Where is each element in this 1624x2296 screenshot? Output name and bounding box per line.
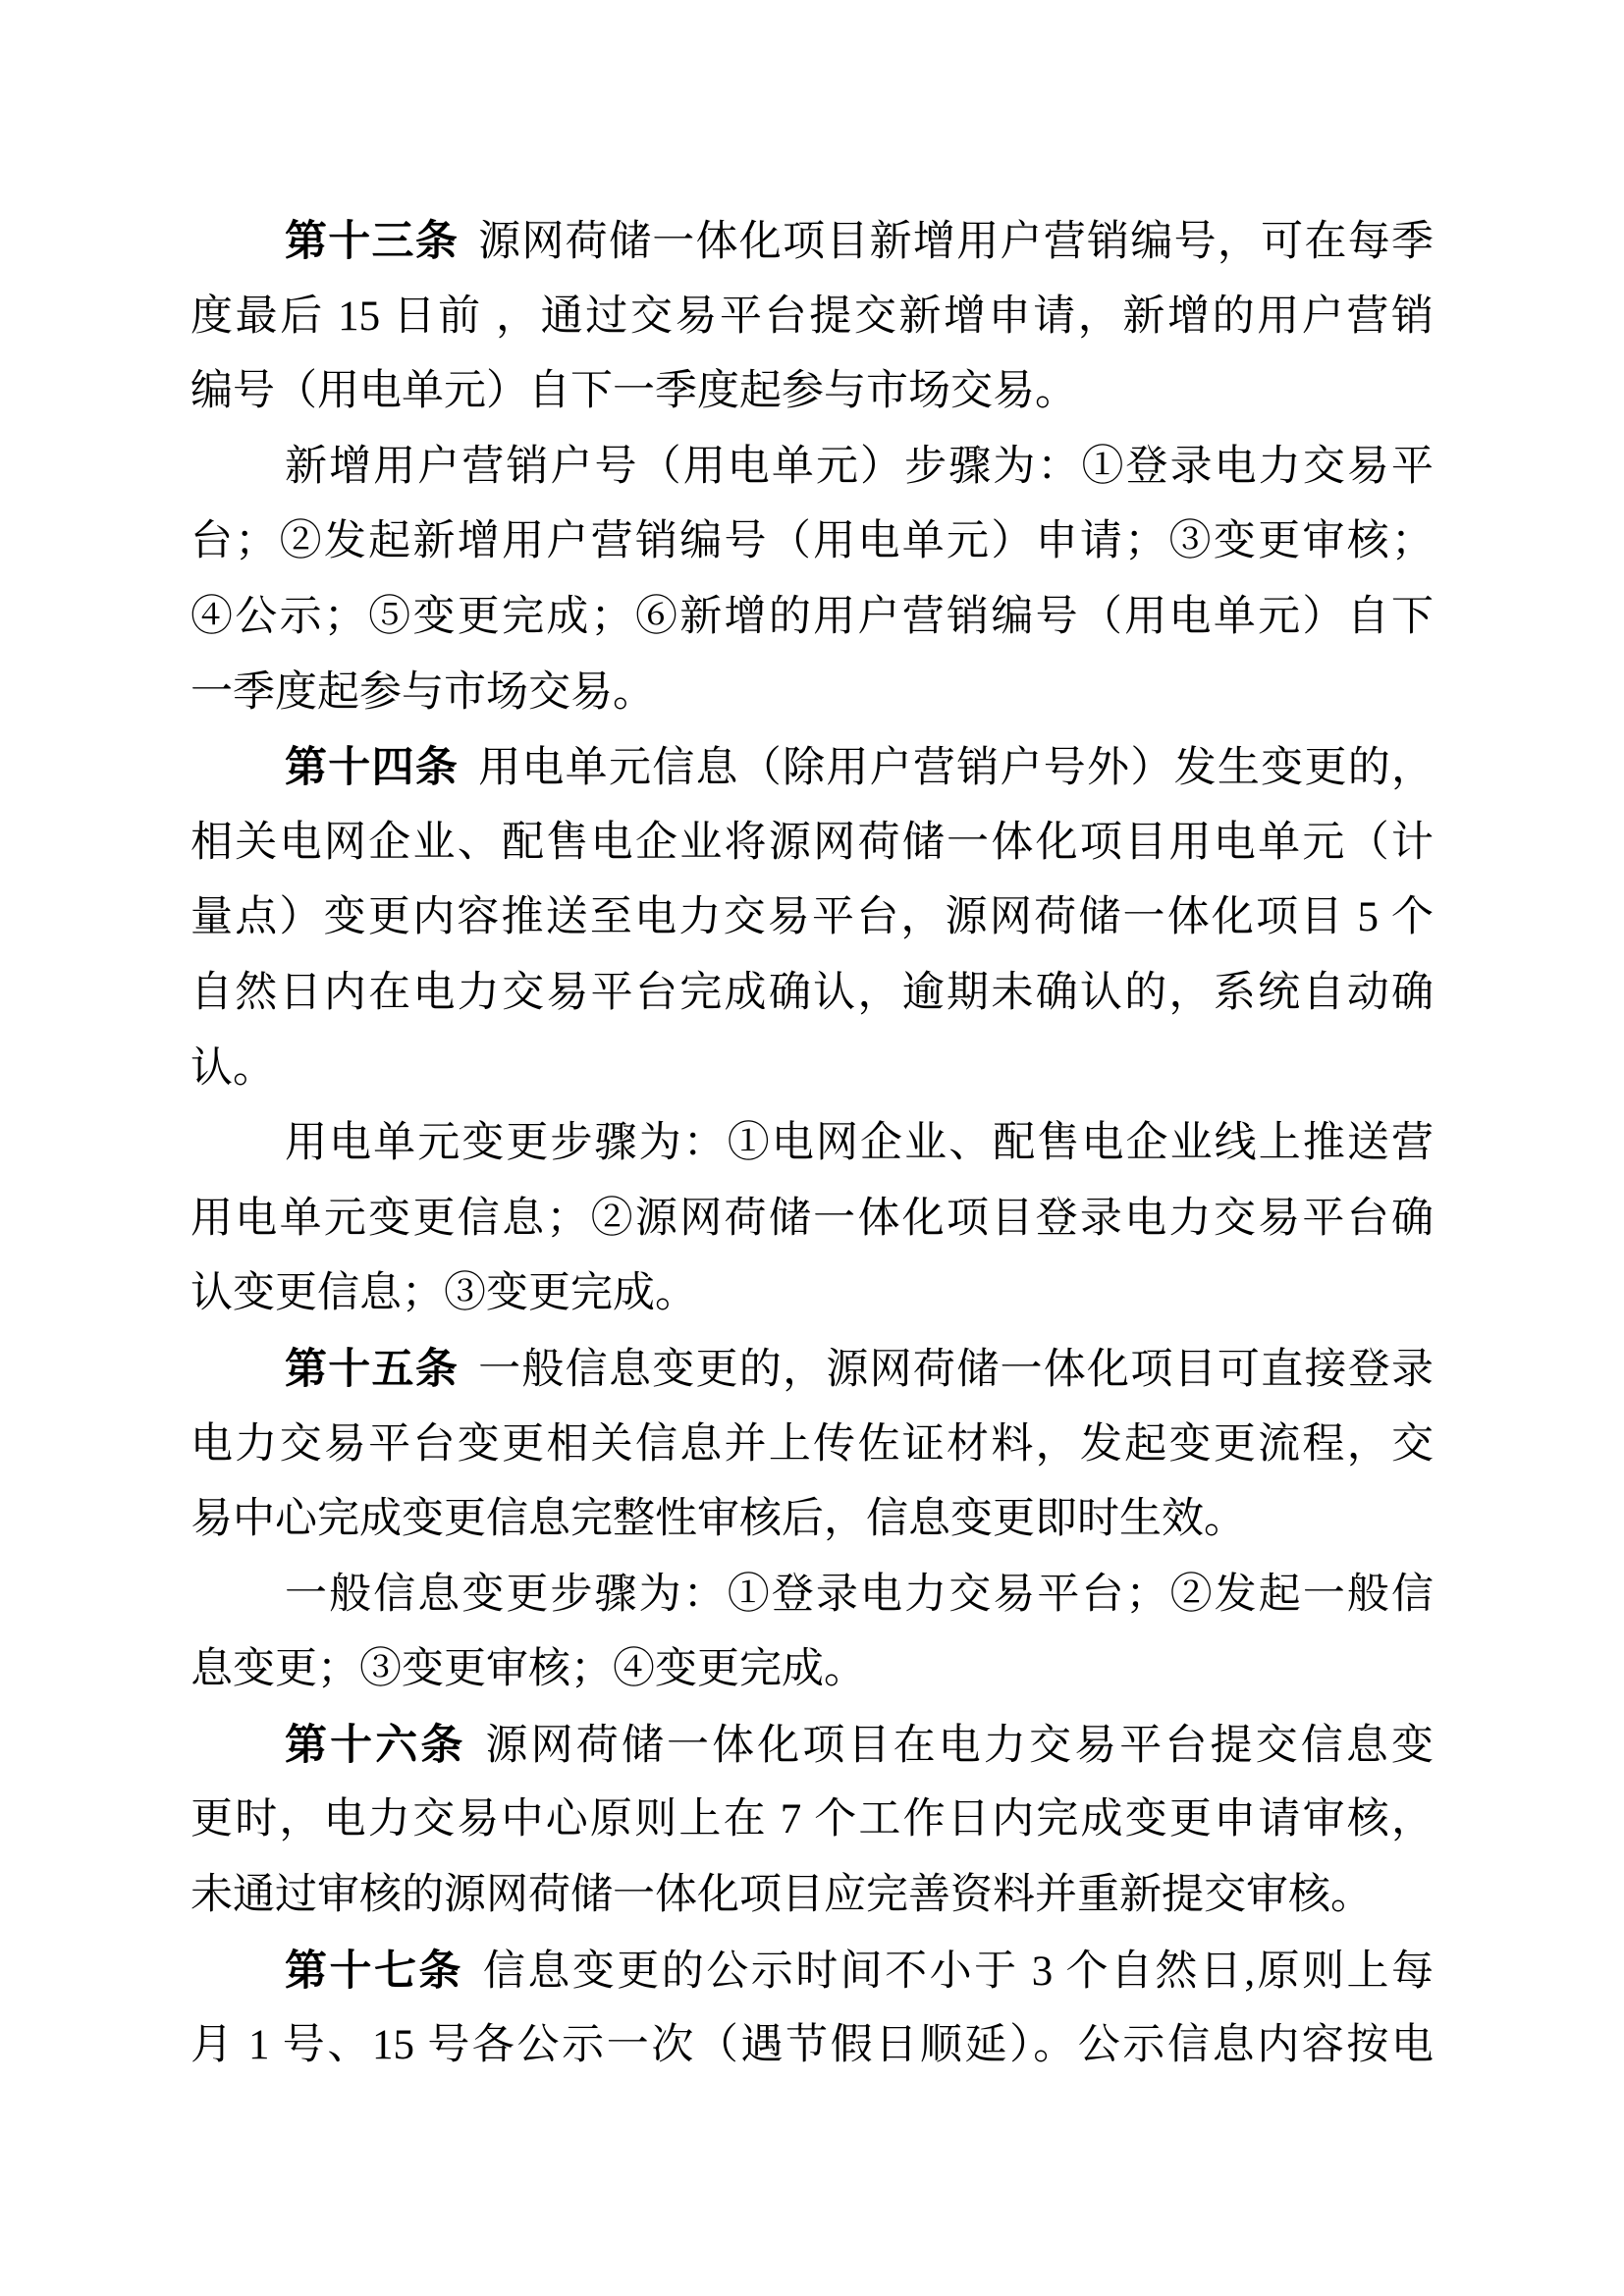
text-line: 新增用户营销户号（用电单元）步骤为：①登录电力交易平 [285, 443, 1434, 490]
text-line: 用电单元变更步骤为：①电网企业、配售电企业线上推送营 [285, 1120, 1434, 1167]
text-line: 台；②发起新增用户营销编号（用电单元）申请；③变更审核； [190, 518, 1434, 565]
text-line: ④公示；⑤变更完成；⑥新增的用户营销编号（用电单元）自下 [190, 593, 1434, 640]
text-line: 编号（用电单元）自下一季度起参与市场交易。 [190, 368, 1077, 415]
article-number: 第十六条 [285, 1721, 466, 1769]
document-body [190, 204, 1434, 2084]
text-line: 第十三条 源网荷储一体化项目新增用户营销编号，可在每季 [285, 218, 1435, 265]
article-number: 第十三条 [285, 218, 460, 265]
text-line: 电力交易平台变更相关信息并上传佐证材料，发起变更流程，交 [190, 1420, 1434, 1468]
text-line: 用电单元变更信息；②源网荷储一体化项目登录电力交易平台确 [190, 1195, 1434, 1242]
text-line: 一般信息变更步骤为：①登录电力交易平台；②发起一般信 [285, 1571, 1434, 1618]
text-line: 未通过审核的源网荷储一体化项目应完善资料并重新提交审核。 [190, 1872, 1373, 1919]
text-line: 月 1 号、15 号各公示一次（遇节假日顺延）。公示信息内容按电 [190, 2022, 1434, 2069]
text-line: 第十四条 用电单元信息（除用户营销户号外）发生变更的， [285, 744, 1435, 792]
text-line: 息变更；③变更审核；④变更完成。 [190, 1646, 866, 1693]
text-line: 认变更信息；③变更完成。 [190, 1270, 697, 1317]
article-number: 第十七条 [285, 1947, 463, 1995]
text-line: 自然日内在电力交易平台完成确认，逾期未确认的，系统自动确 [190, 969, 1434, 1016]
text-line: 第十七条 信息变更的公示时间不小于 3 个自然日,原则上每 [285, 1947, 1435, 1995]
text-line: 量点）变更内容推送至电力交易平台，源网荷储一体化项目 5 个 [190, 894, 1434, 941]
article-number: 第十四条 [285, 744, 460, 792]
text-line: 易中心完成变更信息完整性审核后，信息变更即时生效。 [190, 1496, 1246, 1543]
text-line: 第十六条 源网荷储一体化项目在电力交易平台提交信息变 [285, 1721, 1434, 1769]
text-line: 第十五条 一般信息变更的，源网荷储一体化项目可直接登录 [285, 1345, 1435, 1393]
text-line: 更时，电力交易中心原则上在 7 个工作日内完成变更申请审核， [190, 1796, 1434, 1843]
text-line: 一季度起参与市场交易。 [190, 668, 655, 716]
text-line: 认。 [190, 1044, 275, 1092]
article-number: 第十五条 [285, 1345, 460, 1393]
text-line: 相关电网企业、配售电企业将源网荷储一体化项目用电单元（计 [190, 819, 1434, 866]
text-line: 度最后 15 日前 ，通过交易平台提交新增申请，新增的用户营销 [190, 293, 1434, 340]
